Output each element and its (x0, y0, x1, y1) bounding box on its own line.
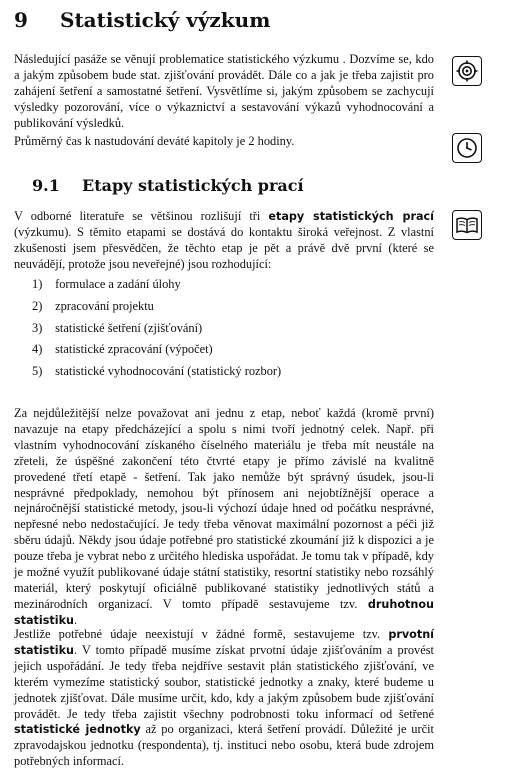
intro-paragraph: Následující pasáže se věnují problematice statistického výzkumu . Dozvíme se, kdo a jakým způsobem bude stat. zjišťování provádět. Dále co a jak je třeba zajistit pro zahájení šetření a samostatné šetření. Vysvětlíme si, jakým způsobem se zachycují výsledky pozorování, více o výkaznictví a sestavování výkazů vyhodnocování a publikování výsledků. (14, 52, 434, 130)
stages-intro-paragraph: V odborné literatuře se většinou rozlišují tři etapy statistických prací (výzkumu). S těmito etapami se dostává do kontaktu široká veřejnost. Z vlastní zkušenosti jsem přesvědčen, že těchto etap je pět a právě dvě první (které se neuvádějí, protože jsou neveřejné) jsou rozhodující: (14, 209, 434, 271)
target-icon (452, 56, 482, 86)
clock-icon (452, 133, 482, 163)
chapter-number: 9 (14, 8, 28, 32)
section-number: 9.1 (32, 176, 60, 195)
term-primary-statistics: prvotní statistiku (14, 628, 434, 657)
list-item: 5) statistické vyhodnocování (statistický rozbor) (32, 364, 282, 379)
chapter-heading (14, 7, 270, 33)
term-stages: etapy statistických prací (268, 210, 434, 223)
term-statistical-unit: statistické jednotky (14, 723, 141, 737)
primary-statistics-paragraph: Jestliže potřebné údaje neexistují v žádné formě, sestavujeme tzv. prvotní statistiku. V tomto případě musíme získat prvotní údaje zjišťováním a provést jejich uspořádání. Je tedy třeba nejdříve sestavit plán statistického zjišťování, ve kterém vymezíme statistický soubor, statistické jednotky a znaky, které budeme u jednotek zjišťovat. Dále musíme určit, kdo, kdy a jakým způsobem bude zjišťování provádět. Je tedy třeba zajistit všechny podrobnosti toku informací od šetřené statistické jednotky až po organizaci, která šetření provádí. Důležité je určit zpravodajskou jednotku (respondenta), tj. instituci nebo osobu, která bude zdrojem potřebných informací. (14, 627, 434, 769)
section-title: Etapy statistických prací (82, 176, 304, 195)
section-heading (32, 175, 304, 197)
list-item: 4) statistické zpracování (výpočet) (32, 342, 213, 357)
chapter-title: Statistický výzkum (60, 8, 271, 32)
term-secondary-statistics: druhotnou statistiku (14, 597, 434, 627)
stages-list (32, 277, 412, 386)
list-item: 2) zpracování projektu (32, 298, 154, 313)
book-icon (452, 210, 482, 240)
list-item: 3) statistické šetření (zjišťování) (32, 320, 203, 335)
list-item: 1) formulace a zadání úlohy (32, 277, 181, 291)
study-time-paragraph: Průměrný čas k nastudování deváté kapitoly je 2 hodiny. (14, 134, 295, 148)
stages-importance-paragraph: Za nejdůležitější nelze považovat ani jednu z etap, neboť každá (kromě první) navazuje na etapy předcházející a spolu s nimi tvoří jednotný celek. Např. při vlastním vyhodnocování získaného číselného materiálu je třeba mít neustále na zřeteli, že úspěšné zakončení této čtvrté etapy je přímo závislé na kvalitně provedené třetí etapě - šetření. Tak jako nemůže být správný úsudek, jsou-li nesprávné předpoklady, nemohou být přínosem ani nejobtížnější operace a nejnáročnější statistické metody, jsou-li výchozí údaje hned od počátku nesprávné, nepřesné nebo nedostačující. Je tedy třeba věnovat maximální pozornost a péči již sběru údajů. Někdy jsou údaje potřebné pro statistické zkoumání již k dispozici a je pouze třeba je vybrat nebo z určitého hlediska uspořádat. Je tomu tak v případě, kdy je možné využít publikované údaje státní statistiky, resortní statistiky nebo rozsáhlý materiál, který poskytují oficiálně publikované statistiky jednotlivých států a mezinárodních organizací. V tomto případě sestavujeme tzv. druhotnou statistiku. (14, 406, 434, 627)
